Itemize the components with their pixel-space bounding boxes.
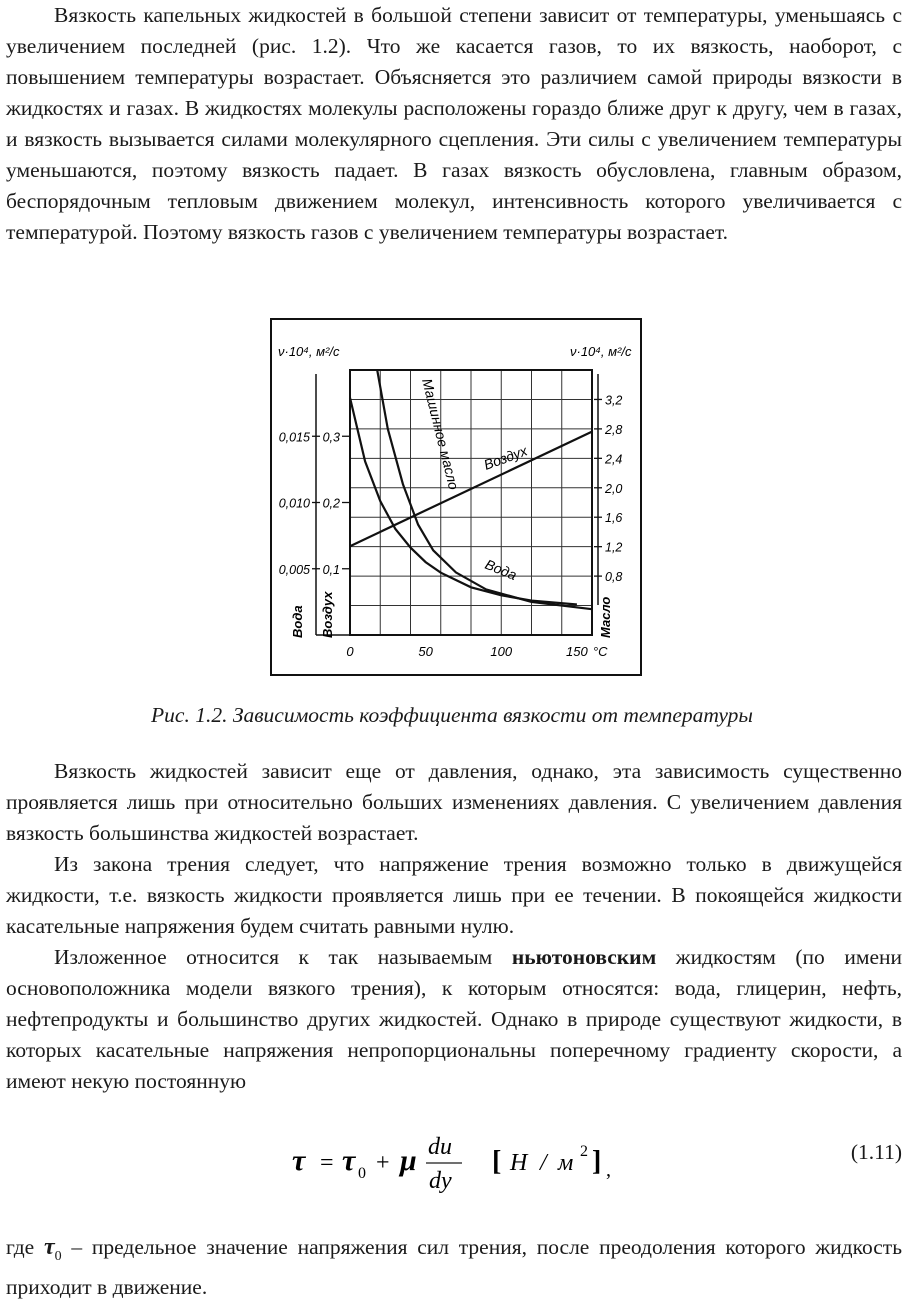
figure-caption: Рис. 1.2. Зависимость коэффициента вязкости от температуры bbox=[151, 703, 753, 727]
tau0-symbol: τ bbox=[342, 1144, 356, 1177]
viscosity-chart bbox=[272, 320, 640, 674]
oil-tick-label: 1,2 bbox=[605, 540, 623, 555]
air-tick-label: 0,3 bbox=[322, 430, 340, 445]
paragraph-5-start: где bbox=[6, 1235, 35, 1259]
paragraph-4 bbox=[6, 942, 902, 1097]
water-tick-label: 0,005 bbox=[278, 562, 310, 577]
unit-newton: Н bbox=[510, 1150, 528, 1176]
unit-bracket-open: [ bbox=[492, 1146, 502, 1177]
oil-tick-label: 2,8 bbox=[605, 422, 623, 437]
series-line-oil bbox=[377, 370, 592, 609]
x-tick-label: 150 bbox=[566, 644, 588, 659]
oil-axis-label: Масло bbox=[598, 596, 613, 638]
x-tick-label: 0 bbox=[346, 644, 354, 659]
oil-tick-label: 1,6 bbox=[605, 511, 623, 526]
x-tick-label: 50 bbox=[418, 644, 433, 659]
formula-comma: , bbox=[606, 1159, 611, 1181]
oil-tick-label: 2,4 bbox=[605, 452, 623, 467]
paragraph-3: Из закона трения следует, что напряжение трения возможно только в движущейся жидкости, т.е. вязкость жидкости проявляется лишь при ее течении. В покоящейся жидкости касательные напряжения будем считать равными нулю. bbox=[6, 852, 902, 938]
oil-tick-label: 3,2 bbox=[605, 393, 623, 408]
unit-exponent: 2 bbox=[580, 1143, 588, 1160]
unit-bracket-close: ] bbox=[592, 1146, 602, 1177]
fraction-numerator: du bbox=[428, 1134, 452, 1160]
fraction-denominator: dy bbox=[429, 1168, 452, 1194]
x-tick-label: 100 bbox=[490, 644, 513, 659]
air-axis-label: Воздух bbox=[320, 591, 335, 638]
unit-meter: м bbox=[558, 1150, 574, 1176]
term-newtonian: ньютоновским bbox=[511, 945, 657, 969]
air-tick-label: 0,2 bbox=[322, 496, 340, 511]
water-tick-label: 0,010 bbox=[278, 496, 310, 511]
tau-symbol: τ bbox=[292, 1144, 306, 1177]
series-label-water: Вода bbox=[482, 555, 520, 584]
water-axis-label: Вода bbox=[290, 605, 305, 638]
paragraph-2: Вязкость жидкостей зависит еще от давления, однако, эта зависимость существенно проявляется лишь при относительно больших изменениях давления. С увеличением давления вязкость большинства жидкостей возрастает. bbox=[6, 759, 902, 845]
equation-number: (1.11) bbox=[850, 1140, 902, 1164]
unit-slash: / bbox=[540, 1150, 547, 1176]
tau0-subscript: 0 bbox=[358, 1165, 366, 1182]
equals-sign: = bbox=[320, 1150, 334, 1176]
paragraph-4-end: жидкостям (по имени основоположника модели вязкого трения), к которым относятся: вода, глицерин, нефть, нефтепродукты и большинство других жидкостей. Однако в природе существуют жидкости, в которых касательные напряжения непропорциональны поперечному градиенту скорости, а имеют некую постоянную bbox=[6, 945, 903, 1093]
water-tick-label: 0,015 bbox=[278, 430, 310, 445]
mu-symbol: μ bbox=[400, 1144, 417, 1177]
plus-sign: + bbox=[376, 1150, 390, 1176]
air-tick-label: 0,1 bbox=[322, 562, 340, 577]
oil-tick-label: 2,0 bbox=[605, 481, 623, 496]
series-label-air: Воздух bbox=[481, 442, 530, 473]
figure-viscosity-chart bbox=[270, 318, 642, 676]
right-axis-title: ν·10⁴, м²/с bbox=[570, 344, 632, 359]
paragraph-5-rest: – предельное значение напряжения сил трения, после преодоления которого жидкость приходит в движение. bbox=[6, 1235, 902, 1299]
left-axis-title: ν·10⁴, м²/с bbox=[278, 344, 340, 359]
tau0-inline: $\tau_0$ bbox=[43, 1234, 62, 1264]
paragraph-5 bbox=[6, 1232, 902, 1303]
formula-1-11 bbox=[0, 1120, 904, 1200]
x-axis-unit: °C bbox=[592, 644, 608, 659]
paragraph-1: Вязкость капельных жидкостей в большой степени зависит от температуры, уменьшаясь с увеличением последней (рис. 1.2). Что же касается газов, то их вязкость, наоборот, с повышением температуры возрастает. Объясняется это различием самой природы вязкости в жидкостях и газах. В жидкостях молекулы расположены гораздо ближе друг к другу, чем в газах, и вязкость вызывается силами молекулярного сцепления. Эти силы с увеличением температуры уменьшаются, поэтому вязкость падает. В газах вязкость обусловлена, главным образом, беспорядочным тепловым движением молекул, интенсивность которого увеличивается с температурой. Поэтому вязкость газов с увеличением температуры возрастает. bbox=[6, 3, 902, 244]
oil-tick-label: 0,8 bbox=[605, 570, 623, 585]
paragraph-4-start: Изложенное относится к так называемым bbox=[54, 945, 512, 969]
series-label-oil: Машинное масло bbox=[419, 376, 463, 492]
